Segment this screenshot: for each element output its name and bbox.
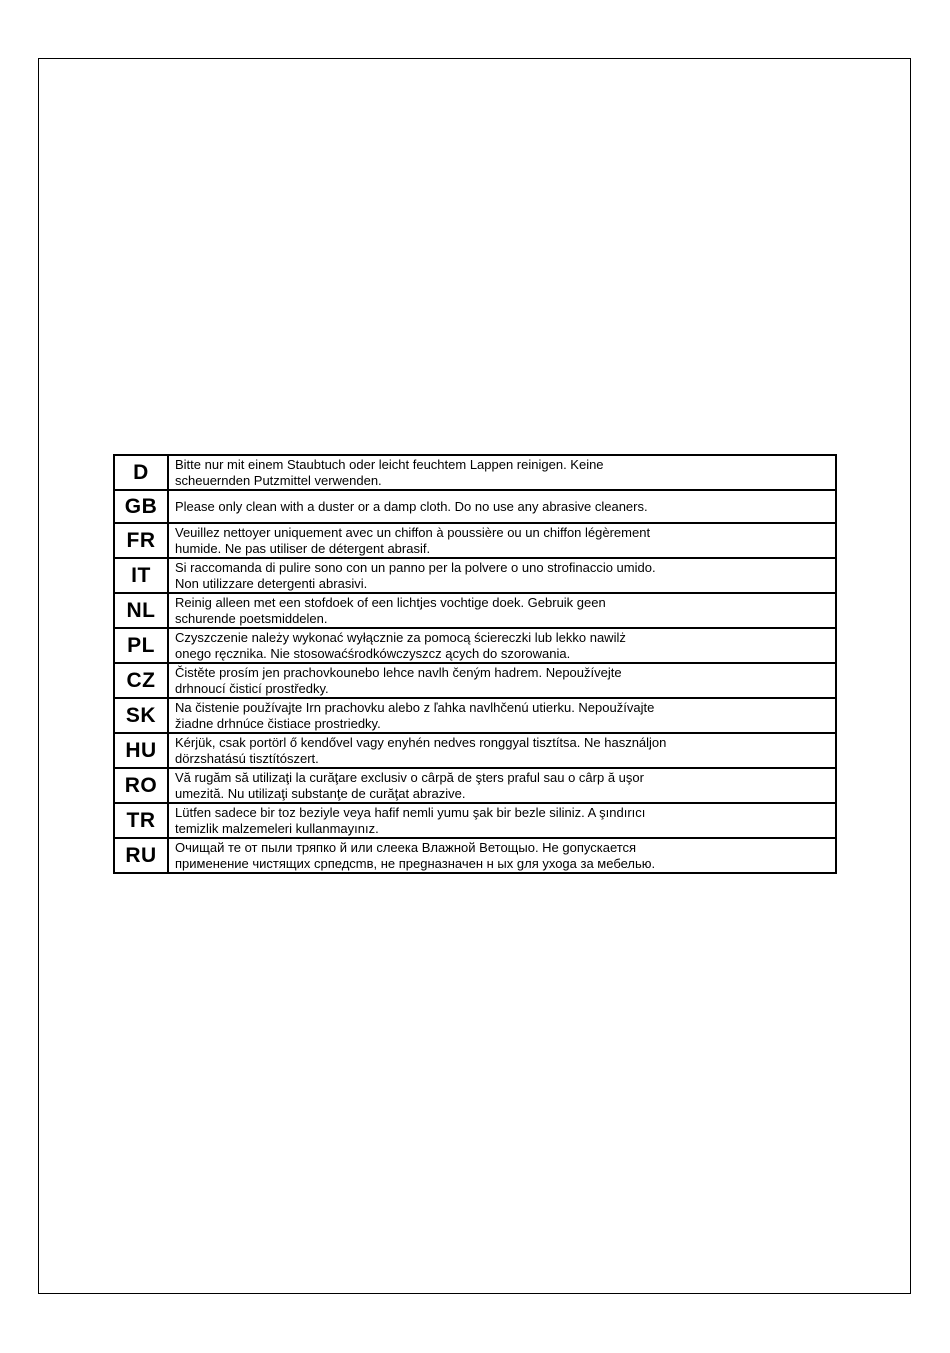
instruction-text: Очищай те от пыли тряпко й или слеека Влажной Ветощыо. Не gопускается применение чистящих српедсmв, не преgназначен н ых gля ухоgа за мебелью. — [168, 838, 836, 873]
instruction-text: Czyszczenie należy wykonać wyłącznie za pomocą ściereczki lub lekko nawilż onego ręcznika. Nie stosowaćśrodkówczyszcz ących do szorowania. — [168, 628, 836, 663]
table-row — [114, 455, 836, 490]
language-code: IT — [114, 558, 168, 593]
table-row — [114, 593, 836, 628]
instruction-text: Si raccomanda di pulire sono con un panno per la polvere o uno strofinaccio umido. Non utilizzare detergenti abrasivi. — [168, 558, 836, 593]
language-code: NL — [114, 593, 168, 628]
table-row — [114, 523, 836, 558]
table-row — [114, 803, 836, 838]
instruction-text: Na čistenie používajte Irn prachovku alebo z ľahka navlhčenú utierku. Nepoužívajte žiadne drhnúce čistiace prostriedky. — [168, 698, 836, 733]
table-row — [114, 663, 836, 698]
table-row — [114, 558, 836, 593]
table-row — [114, 768, 836, 803]
language-code: TR — [114, 803, 168, 838]
table-row — [114, 698, 836, 733]
instruction-text: Reinig alleen met een stofdoek of een lichtjes vochtige doek. Gebruik geen schurende poetsmiddelen. — [168, 593, 836, 628]
instruction-text: Please only clean with a duster or a damp cloth. Do no use any abrasive cleaners. — [168, 490, 836, 523]
language-code: PL — [114, 628, 168, 663]
instruction-text: Kérjük, csak portörl ő kendővel vagy enyhén nedves ronggyal tisztítsa. Ne használjon dörzshatású tisztítószert. — [168, 733, 836, 768]
instruction-text: Čistěte prosím jen prachovkounebo lehce navlh čeným hadrem. Nepoužívejte drhnoucí čisticí prostředky. — [168, 663, 836, 698]
table-row — [114, 733, 836, 768]
language-code: SK — [114, 698, 168, 733]
table-row — [114, 628, 836, 663]
instruction-text: Veuillez nettoyer uniquement avec un chiffon à poussière ou un chiffon légèrement humide. Ne pas utiliser de détergent abrasif. — [168, 523, 836, 558]
language-code: HU — [114, 733, 168, 768]
language-code: D — [114, 455, 168, 490]
instruction-text: Bitte nur mit einem Staubtuch oder leicht feuchtem Lappen reinigen. Keine scheuernden Putzmittel verwenden. — [168, 455, 836, 490]
language-code: RU — [114, 838, 168, 873]
table-row — [114, 838, 836, 873]
instruction-text: Lütfen sadece bir toz beziyle veya hafif nemli yumu şak bir bezle siliniz. A şındırıcı temizlik malzemeleri kullanmayınız. — [168, 803, 836, 838]
language-code: RO — [114, 768, 168, 803]
instruction-text: Vă rugăm să utilizaţi la curăţare exclusiv o cârpă de şters praful sau o cârp ă uşor umezită. Nu utilizaţi substanţe de curăţat abrazive. — [168, 768, 836, 803]
language-code: FR — [114, 523, 168, 558]
care-instructions-table — [113, 454, 837, 874]
language-code: GB — [114, 490, 168, 523]
table-row — [114, 490, 836, 523]
language-code: CZ — [114, 663, 168, 698]
